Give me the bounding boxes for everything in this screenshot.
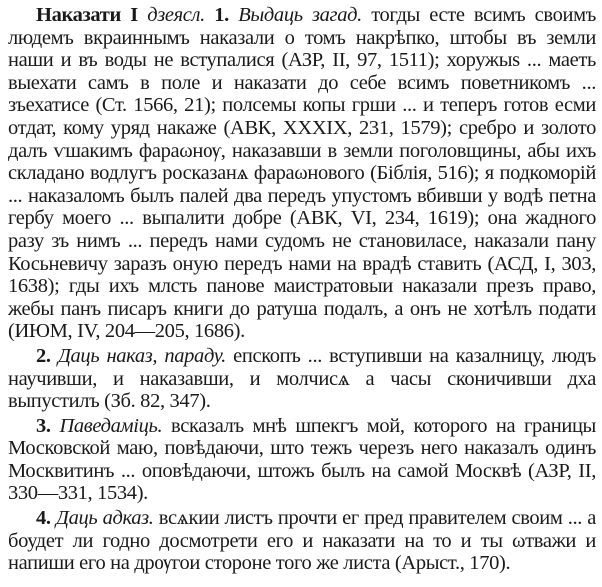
headword: Наказати I: [36, 4, 138, 26]
sense-number: 3.: [36, 414, 51, 437]
sense-number: 1.: [214, 4, 229, 26]
sense-gloss: Паведаміць.: [59, 414, 163, 437]
sense-gloss: Даць адказ.: [55, 507, 154, 530]
entry-sense-1: [8, 4, 596, 343]
sense-text: всѧкии листъ прочти ег пред правителем своим ... а боудет ли годно досмотрети его и наказати на то и ты ωтважи и напиши его на дрѹгои стороне того же листа (Арыст., 170).: [8, 507, 597, 575]
sense-text: епскопъ ... вступивши на казалницу, людъ научивши, и наказавши, и молчисѧ а часы сконичивши дха выпустилъ (Зб. 82, 347).: [8, 344, 596, 413]
entry-sense-3: [8, 415, 596, 505]
sense-number: 4.: [36, 507, 51, 530]
entry-sense-4: [8, 507, 596, 575]
grammar-label: дзеясл.: [147, 4, 205, 26]
sense-text: тогды есте всимъ своимъ людемъ вкраиннымъ наказали о томъ накрѣпко, штобы въ земли наши и въ воды не вступалися (АЗР, II, 97, 1511); хоружыs ... маеть выехати самъ в поле и наказати до себе всимъ поветникомъ ... зъехатисе (Ст. 1566, 21); полсемы копы грши ... и теперъ готов есми отдат, кому уряд накаже (АВК, XXXIX, 231, 1579); сребро и золото далъ ѵшакимъ фараωнѹ, наказавши в земли поголовщины, абы ихъ складано водлугъ росказанѧ фараωнового (Біблія, 516); я подкоморій ... наказаломъ былъ палей два передъ упустомъ вбивши у водѣ петна гербу моего ... выпалити добре (АВК, VI, 234, 1619); она жадного разу зъ нимъ ... передъ нами судомъ не становиласе, наказали пану Косьневичу заразъ оную передъ нами на врадѣ ставить (АСД, I, 303, 1638); гды ихъ млсть панове маистратовыи наказали презъ право, жебы панъ писаръ книги до ратуша подалъ, а онъ не хотѣлъ подати (ИЮМ, IV, 204—205, 1686).: [8, 4, 596, 343]
sense-gloss: Даць наказ, параду.: [57, 344, 226, 367]
entry-sense-2: [8, 345, 596, 413]
sense-gloss: Выдаць загад.: [238, 4, 362, 26]
sense-text: всказалъ мнѣ шпекгъ мой, которого на границы Московской маю, повѣдаючи, што тежъ черезъ него наказалъ одинъ Москвитинъ ... оповѣдаючи, штожъ былъ на самой Москвѣ (АЗР, II, 330—331, 1534).: [8, 414, 596, 505]
sense-number: 2.: [36, 344, 51, 367]
